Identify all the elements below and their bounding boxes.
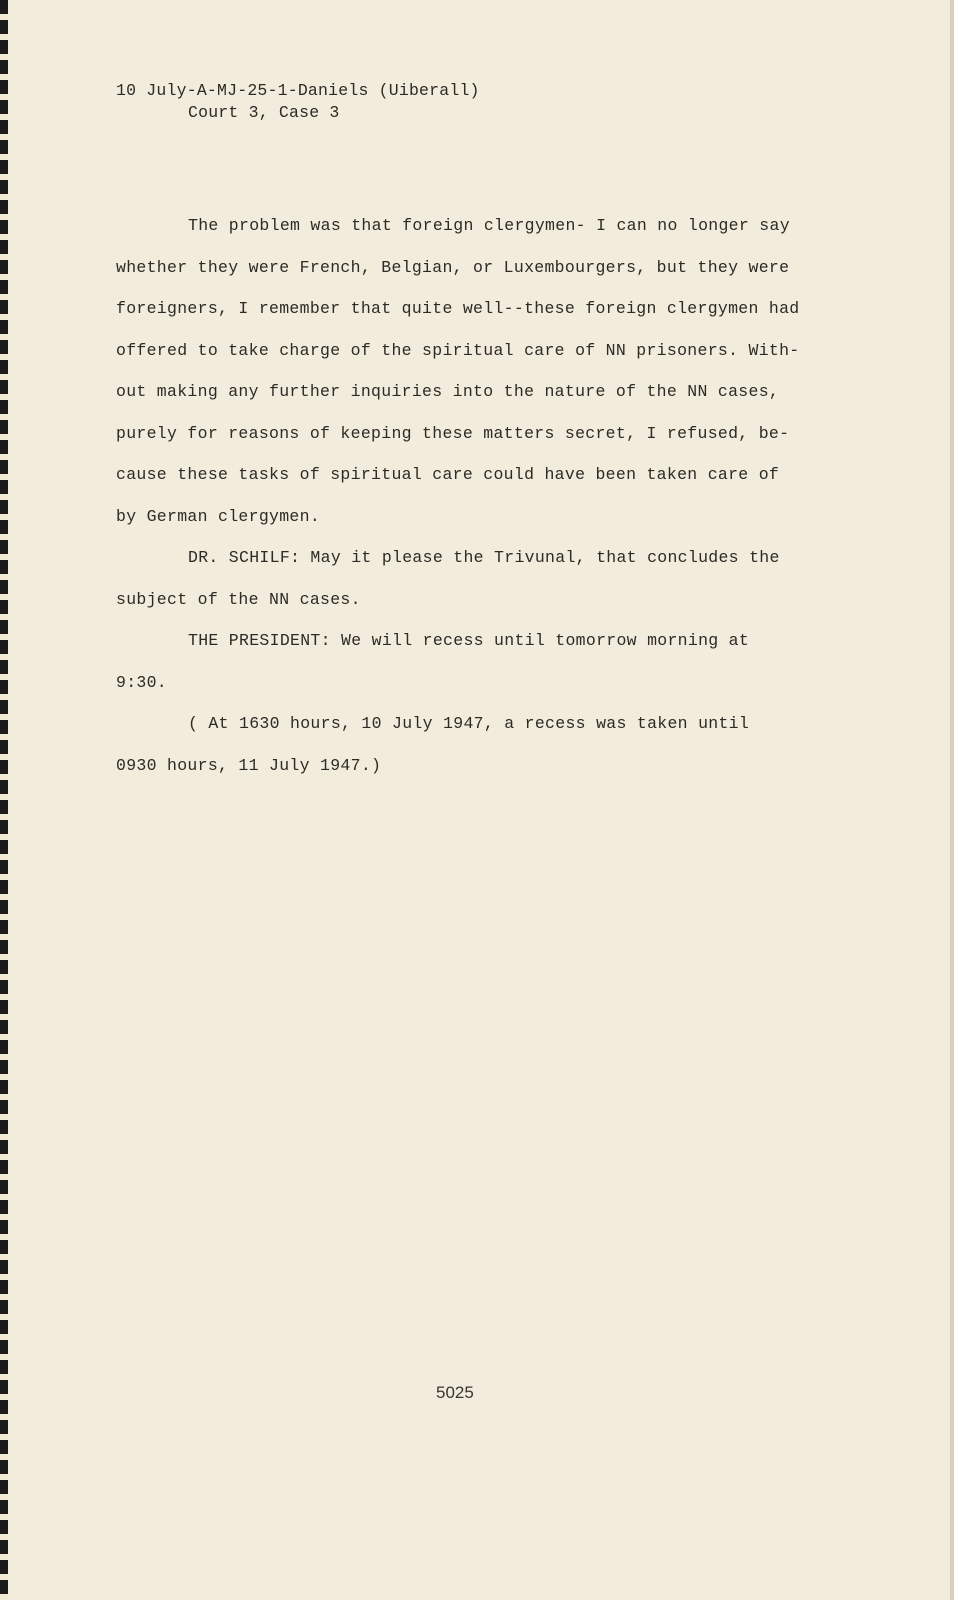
transcript-line: 0930 hours, 11 July 1947.) <box>116 755 382 775</box>
document-header <box>116 80 480 124</box>
transcript-line: by German clergymen. <box>116 506 321 526</box>
transcript-body <box>116 205 816 786</box>
transcript-line: offered to take charge of the spiritual care of NN prisoners. With- <box>116 340 800 360</box>
transcript-line: The problem was that foreign clergymen- I can no longer say <box>188 216 790 235</box>
transcript-line: whether they were French, Belgian, or Luxembourgers, but they were <box>116 257 790 277</box>
header-reference-line: 10 July-A-MJ-25-1-Daniels (Uiberall) <box>116 81 480 100</box>
page-number: 5025 <box>436 1383 474 1402</box>
transcript-line: purely for reasons of keeping these matters secret, I refused, be- <box>116 423 790 443</box>
header-court-case: Court 3, Case 3 <box>188 103 340 122</box>
transcript-line: THE PRESIDENT: We will recess until tomorrow morning at <box>188 631 750 650</box>
transcript-line: DR. SCHILF: May it please the Trivunal, that concludes the <box>188 548 780 567</box>
transcript-line: subject of the NN cases. <box>116 589 361 609</box>
transcript-line: foreigners, I remember that quite well--these foreign clergymen had <box>116 299 800 318</box>
transcript-line: ( At 1630 hours, 10 July 1947, a recess was taken until <box>188 714 750 733</box>
page-edge <box>950 0 954 1600</box>
transcript-line: out making any further inquiries into the nature of the NN cases, <box>116 382 780 401</box>
binding-edge <box>0 0 8 1600</box>
transcript-line: 9:30. <box>116 672 168 692</box>
transcript-line: cause these tasks of spiritual care could have been taken care of <box>116 465 780 484</box>
